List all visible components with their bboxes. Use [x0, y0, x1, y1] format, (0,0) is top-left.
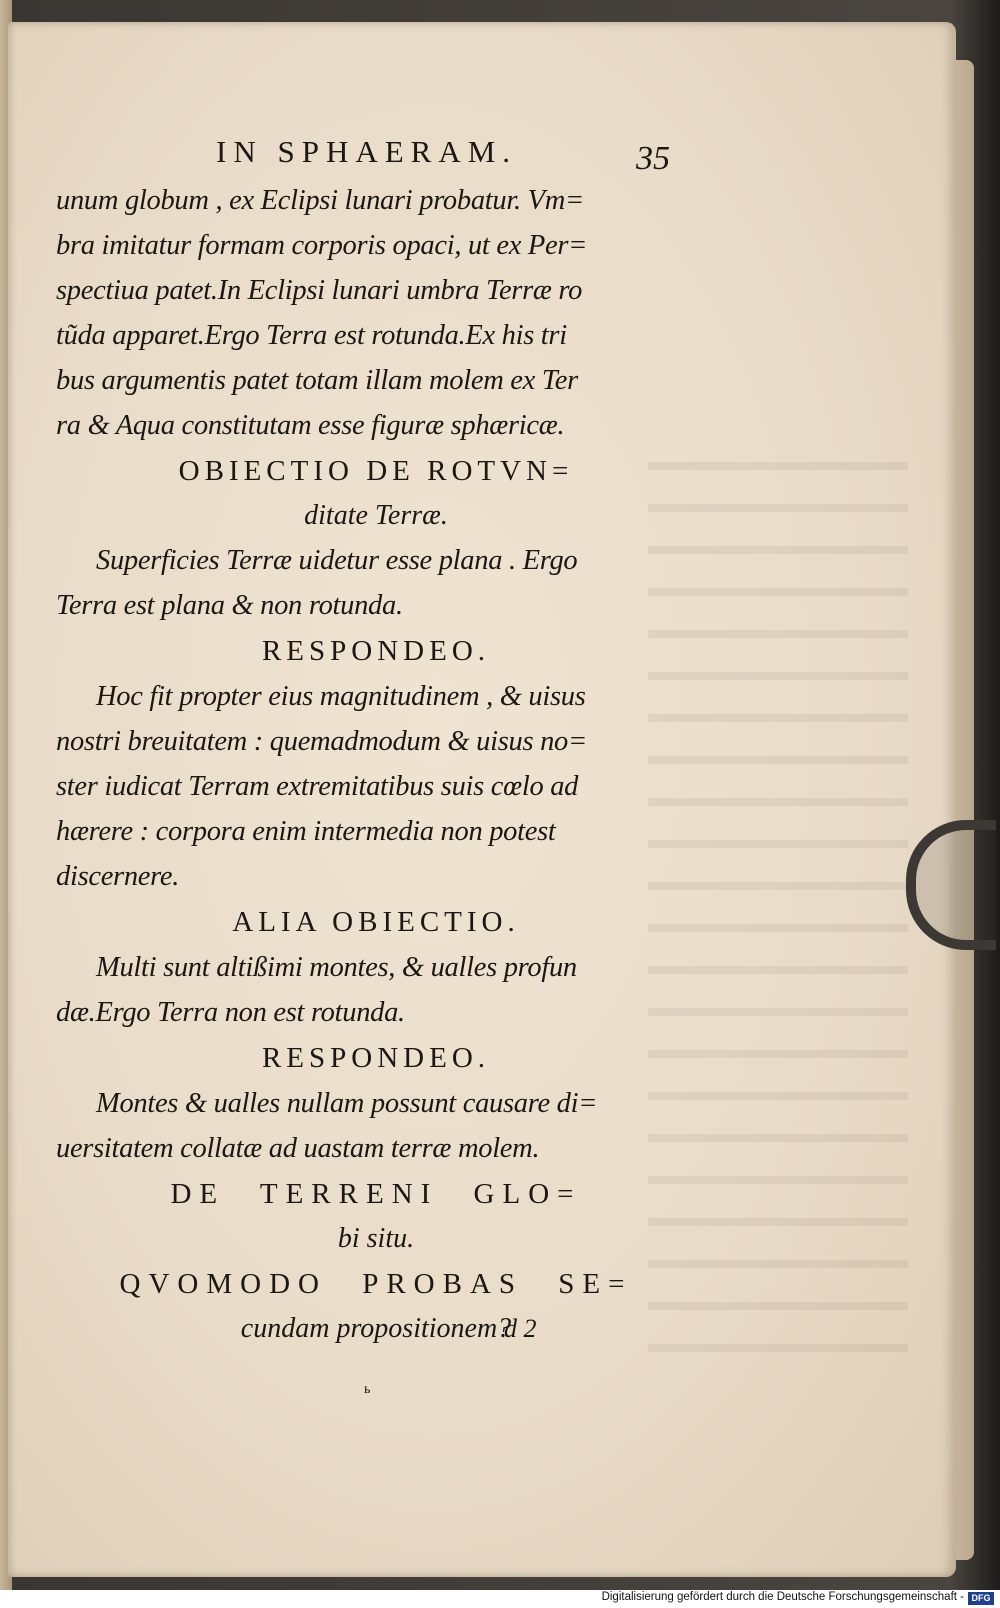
section-heading: DE TERRENI GLO= — [170, 1178, 582, 1210]
text-line: uersitatem collatæ ad uastam terræ molem. — [56, 1133, 540, 1164]
section-heading: RESPONDEO. — [261, 635, 491, 667]
digitization-footer — [0, 1590, 1000, 1608]
text-line: nostri breuitatem : quemadmodum & uisus no= — [56, 726, 587, 757]
text-line: bra imitatur formam corporis opaci, ut ex Per= — [56, 230, 588, 261]
text-line: Superficies Terræ uidetur esse plana . Ergo — [96, 545, 578, 576]
text-line: ra & Aqua constitutam esse figuræ sphæricæ. — [56, 410, 565, 441]
section-heading: QVOMODO PROBAS SE= — [119, 1268, 633, 1300]
text-line: spectiua patet.In Eclipsi lunari umbra Terræ ro — [56, 275, 583, 306]
page-number: 35 — [636, 140, 670, 177]
book-page — [8, 22, 956, 1577]
heading-continuation: cundam propositionem? — [240, 1313, 512, 1344]
text-line: Montes & ualles nullam possunt causare di= — [96, 1088, 598, 1119]
page-header — [56, 122, 696, 178]
text-line: ster iudicat Terram extremitatibus suis cœlo ad — [56, 771, 579, 802]
text-line: tũda apparet.Ergo Terra est rotunda.Ex his tri — [56, 320, 567, 351]
text-line: unum globum , ex Eclipsi lunari probatur. Vm= — [56, 185, 584, 216]
heading-continuation: ditate Terræ. — [304, 500, 448, 531]
dfg-logo-icon: DFG — [968, 1592, 994, 1605]
stray-ink-mark: ь — [364, 1382, 371, 1397]
text-line: Multi sunt altißimi montes, & ualles profun — [96, 952, 577, 983]
signature-mark: d 2 — [504, 1314, 537, 1343]
text-line: bus argumentis patet totam illam molem ex Ter — [56, 365, 578, 396]
page-text-block — [56, 122, 696, 1351]
section-heading: OBIECTIO DE ROTVN= — [178, 455, 574, 487]
footer-credit: Digitalisierung gefördert durch die Deutsche Forschungsgemeinschaft - — [601, 1591, 964, 1603]
section-heading: RESPONDEO. — [261, 1042, 491, 1074]
text-line: discernere. — [56, 861, 180, 892]
section-heading: ALIA OBIECTIO. — [232, 906, 520, 938]
heading-continuation: bi situ. — [337, 1223, 415, 1254]
text-line: hærere : corpora enim intermedia non potest — [56, 816, 556, 847]
running-head: IN SPHAERAM. — [216, 134, 518, 169]
text-line: Terra est plana & non rotunda. — [56, 590, 403, 621]
text-line: dæ.Ergo Terra non est rotunda. — [56, 997, 405, 1028]
body-text — [56, 178, 696, 1351]
text-line: Hoc fit propter eius magnitudinem , & uisus — [96, 681, 586, 712]
